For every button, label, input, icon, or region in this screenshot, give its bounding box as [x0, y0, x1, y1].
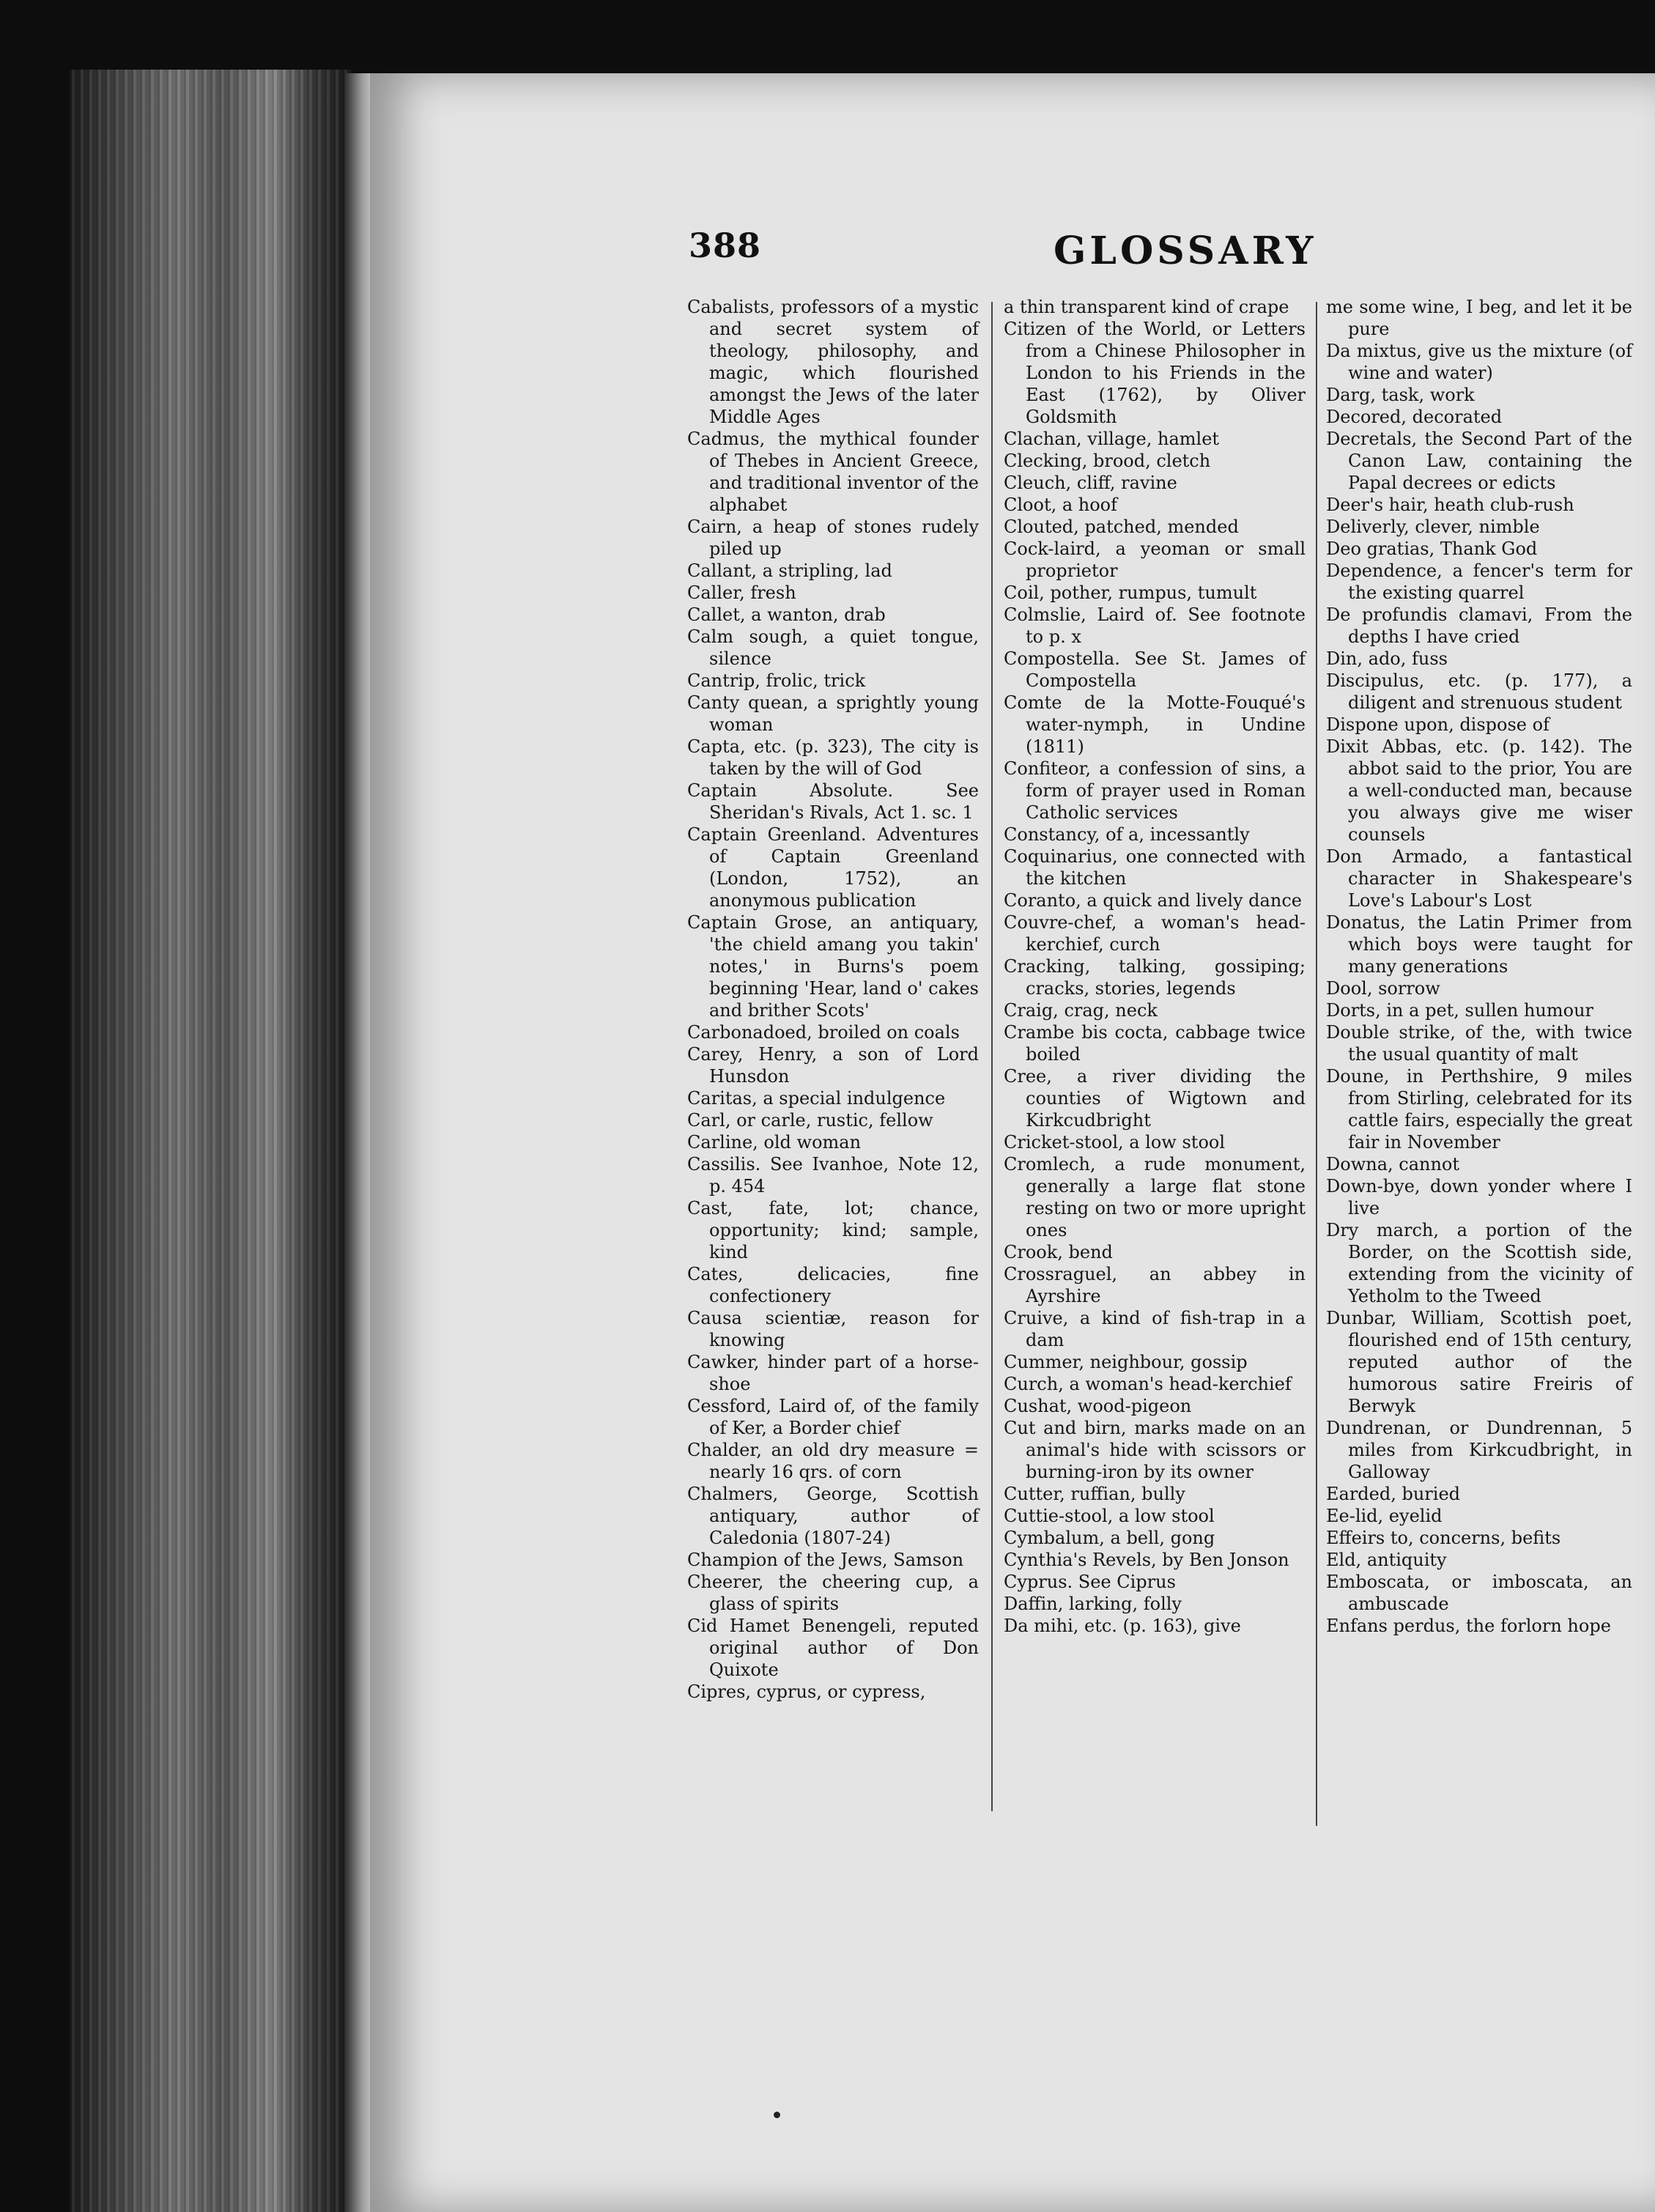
glossary-entry: Clachan, village, hamlet — [1004, 429, 1220, 449]
glossary-entry: Discipulus, etc. (p. 177), a diligent and strenuous student — [1326, 670, 1632, 713]
glossary-entry: Caller, fresh — [687, 582, 796, 603]
glossary-entry: Coranto, a quick and lively dance — [1004, 890, 1302, 911]
column-rule — [991, 302, 993, 1811]
glossary-entry: Da mixtus, give us the mixture (of wine and water) — [1326, 341, 1632, 383]
glossary-entry: Carey, Henry, a son of Lord Hunsdon — [687, 1044, 979, 1087]
glossary-entry: Doune, in Perthshire, 9 miles from Stirling, celebrated for its cattle fairs, especially the great fair in November — [1326, 1066, 1632, 1153]
glossary-entry: Captain Grose, an antiquary, 'the chield amang you takin' notes,' in Burns's poem beginning 'Hear, land o' cakes and brither Scots' — [687, 912, 979, 1021]
glossary-entry: Callant, a stripling, lad — [687, 561, 892, 581]
glossary-entry: Cutter, ruffian, bully — [1004, 1484, 1185, 1504]
glossary-entry: Citizen of the World, or Letters from a Chinese Philosopher in London to his Friends in the East (1762), by Oliver Goldsmith — [1004, 319, 1306, 427]
glossary-entry: Cid Hamet Benengeli, reputed original author of Don Quixote — [687, 1616, 979, 1680]
glossary-entry: Chalder, an old dry measure = nearly 16 qrs. of corn — [687, 1440, 979, 1482]
glossary-entry: Colmslie, Laird of. See footnote to p. x — [1004, 604, 1306, 647]
glossary-entry: Cast, fate, lot; chance, opportunity; kind; sample, kind — [687, 1198, 979, 1262]
glossary-entry: Dundrenan, or Dundrennan, 5 miles from Kirkcudbright, in Galloway — [1326, 1418, 1632, 1482]
glossary-entry: Cymbalum, a bell, gong — [1004, 1528, 1215, 1548]
glossary-entry: Cock-laird, a yeoman or small proprietor — [1004, 539, 1306, 581]
glossary-entry: Cracking, talking, gossiping; cracks, stories, legends — [1004, 956, 1306, 999]
glossary-entry: Capta, etc. (p. 323), The city is taken by the will of God — [687, 736, 979, 779]
glossary-entry: Couvre-chef, a woman's head-kerchief, curch — [1004, 912, 1306, 955]
glossary-entry: Cantrip, frolic, trick — [687, 670, 866, 691]
glossary-entry: Calm sough, a quiet tongue, silence — [687, 626, 979, 669]
glossary-entry: Da mihi, etc. (p. 163), give — [1004, 1616, 1241, 1636]
glossary-entry: Dependence, a fencer's term for the existing quarrel — [1326, 561, 1632, 603]
glossary-entry: Decretals, the Second Part of the Canon Law, containing the Papal decrees or edicts — [1326, 429, 1632, 493]
glossary-entry: Cynthia's Revels, by Ben Jonson — [1004, 1550, 1289, 1570]
glossary-entry: Crossraguel, an abbey in Ayrshire — [1004, 1264, 1306, 1306]
glossary-entry: Dunbar, William, Scottish poet, flourished end of 15th century, reputed author of the humorous satire Freiris of Berwyk — [1326, 1308, 1632, 1416]
glossary-entry: Comte de la Motte-Fouqué's water-nymph, in Undine (1811) — [1004, 692, 1306, 757]
page-edge-shadow — [344, 73, 374, 2212]
glossary-entry: me some wine, I beg, and let it be pure — [1326, 297, 1632, 339]
glossary-entry: Down-bye, down yonder where I live — [1326, 1176, 1632, 1218]
page-number: 388 — [689, 226, 762, 265]
glossary-entry: Causa scientiæ, reason for knowing — [687, 1308, 979, 1350]
glossary-entry: Dispone upon, dispose of — [1326, 714, 1550, 735]
glossary-entry: Carl, or carle, rustic, fellow — [687, 1110, 933, 1131]
glossary-entry: Dorts, in a pet, sullen humour — [1326, 1000, 1594, 1021]
glossary-entry: Chalmers, George, Scottish antiquary, author of Caledonia (1807-24) — [687, 1484, 979, 1548]
spine-texture — [70, 70, 352, 2212]
glossary-entry: Cushat, wood-pigeon — [1004, 1396, 1192, 1416]
glossary-entry: Cates, delicacies, fine confectionery — [687, 1264, 979, 1306]
glossary-entry: Coquinarius, one connected with the kitchen — [1004, 846, 1306, 889]
glossary-entry: Emboscata, or imboscata, an ambuscade — [1326, 1572, 1632, 1614]
glossary-entry: Coil, pother, rumpus, tumult — [1004, 582, 1257, 603]
glossary-entry: Cromlech, a rude monument, generally a large flat stone resting on two or more upright ones — [1004, 1154, 1306, 1240]
glossary-entry: Carline, old woman — [687, 1132, 862, 1153]
glossary-entry: Crambe bis cocta, cabbage twice boiled — [1004, 1022, 1306, 1065]
glossary-entry: Craig, crag, neck — [1004, 1000, 1158, 1021]
glossary-entry: Cyprus. See Ciprus — [1004, 1572, 1176, 1592]
column-rule — [1316, 302, 1317, 1826]
glossary-entry: Cassilis. See Ivanhoe, Note 12, p. 454 — [687, 1154, 979, 1196]
glossary-entry: Deliverly, clever, nimble — [1326, 517, 1540, 537]
glossary-column-2 — [1004, 296, 1306, 1637]
glossary-entry: Clecking, brood, cletch — [1004, 451, 1211, 471]
glossary-entry: Cairn, a heap of stones rudely piled up — [687, 517, 979, 559]
glossary-entry: Clouted, patched, mended — [1004, 517, 1239, 537]
glossary-entry: De profundis clamavi, From the depths I have cried — [1326, 604, 1632, 647]
glossary-entry: Cessford, Laird of, of the family of Ker, a Border chief — [687, 1396, 979, 1438]
glossary-entry: Cabalists, professors of a mystic and secret system of theology, philosophy, and magic, which flourished amongst the Jews of the later Middle Ages — [687, 297, 979, 427]
glossary-entry: Earded, buried — [1326, 1484, 1461, 1504]
glossary-entry: Ee-lid, eyelid — [1326, 1506, 1443, 1526]
glossary-entry: Donatus, the Latin Primer from which boys were taught for many generations — [1326, 912, 1632, 977]
running-head: GLOSSARY — [1054, 229, 1317, 273]
glossary-entry: Cipres, cyprus, or cypress, — [687, 1682, 926, 1702]
ink-speck — [774, 2112, 780, 2118]
glossary-entry: Decored, decorated — [1326, 407, 1503, 427]
glossary-entry: Daffin, larking, folly — [1004, 1594, 1182, 1614]
glossary-entry: Effeirs to, concerns, befits — [1326, 1528, 1561, 1548]
glossary-entry: Enfans perdus, the forlorn hope — [1326, 1616, 1611, 1636]
glossary-entry: Crook, bend — [1004, 1242, 1113, 1262]
glossary-entry: Cleuch, cliff, ravine — [1004, 473, 1177, 493]
glossary-entry: Dixit Abbas, etc. (p. 142). The abbot said to the prior, You are a well-conducted man, because you always give me wiser counsels — [1326, 736, 1632, 845]
glossary-entry: Dool, sorrow — [1326, 978, 1440, 999]
glossary-entry: Cree, a river dividing the counties of Wigtown and Kirkcudbright — [1004, 1066, 1306, 1131]
glossary-entry: Cawker, hinder part of a horse-shoe — [687, 1352, 979, 1394]
glossary-entry: Cheerer, the cheering cup, a glass of spirits — [687, 1572, 979, 1614]
glossary-entry: Din, ado, fuss — [1326, 648, 1448, 669]
glossary-entry: Curch, a woman's head-kerchief — [1004, 1374, 1292, 1394]
glossary-entry: Carbonadoed, broiled on coals — [687, 1022, 960, 1043]
glossary-entry: Double strike, of the, with twice the usual quantity of malt — [1326, 1022, 1632, 1065]
glossary-entry: Canty quean, a sprightly young woman — [687, 692, 979, 735]
glossary-entry: Confiteor, a confession of sins, a form of prayer used in Roman Catholic services — [1004, 758, 1306, 823]
glossary-entry: Constancy, of a, incessantly — [1004, 824, 1250, 845]
glossary-entry: Cruive, a kind of fish-trap in a dam — [1004, 1308, 1306, 1350]
glossary-column-3 — [1326, 296, 1632, 1637]
glossary-entry: Dry march, a portion of the Border, on the Scottish side, extending from the vicinity of Yetholm to the Tweed — [1326, 1220, 1632, 1306]
glossary-entry: Don Armado, a fantastical character in Shakespeare's Love's Labour's Lost — [1326, 846, 1632, 911]
glossary-entry: Deer's hair, heath club-rush — [1326, 495, 1574, 515]
glossary-entry: Cuttie-stool, a low stool — [1004, 1506, 1215, 1526]
glossary-entry: Captain Greenland. Adventures of Captain Greenland (London, 1752), an anonymous publication — [687, 824, 979, 911]
glossary-entry: Champion of the Jews, Samson — [687, 1550, 964, 1570]
glossary-entry: Cut and birn, marks made on an animal's hide with scissors or burning-iron by its owner — [1004, 1418, 1306, 1482]
glossary-entry: Callet, a wanton, drab — [687, 604, 886, 625]
glossary-entry: Downa, cannot — [1326, 1154, 1460, 1175]
glossary-column-1 — [687, 296, 979, 1703]
glossary-entry: Captain Absolute. See Sheridan's Rivals, Act 1. sc. 1 — [687, 780, 979, 823]
glossary-entry: Caritas, a special indulgence — [687, 1088, 946, 1109]
glossary-entry: Eld, antiquity — [1326, 1550, 1447, 1570]
glossary-entry: Cadmus, the mythical founder of Thebes in Ancient Greece, and traditional inventor of the alphabet — [687, 429, 979, 515]
glossary-entry: Darg, task, work — [1326, 385, 1475, 405]
glossary-entry: a thin transparent kind of crape — [1004, 297, 1289, 317]
glossary-entry: Cummer, neighbour, gossip — [1004, 1352, 1248, 1372]
glossary-entry: Cloot, a hoof — [1004, 495, 1118, 515]
glossary-entry: Cricket-stool, a low stool — [1004, 1132, 1226, 1153]
glossary-entry: Compostella. See St. James of Compostella — [1004, 648, 1306, 691]
glossary-entry: Deo gratias, Thank God — [1326, 539, 1538, 559]
